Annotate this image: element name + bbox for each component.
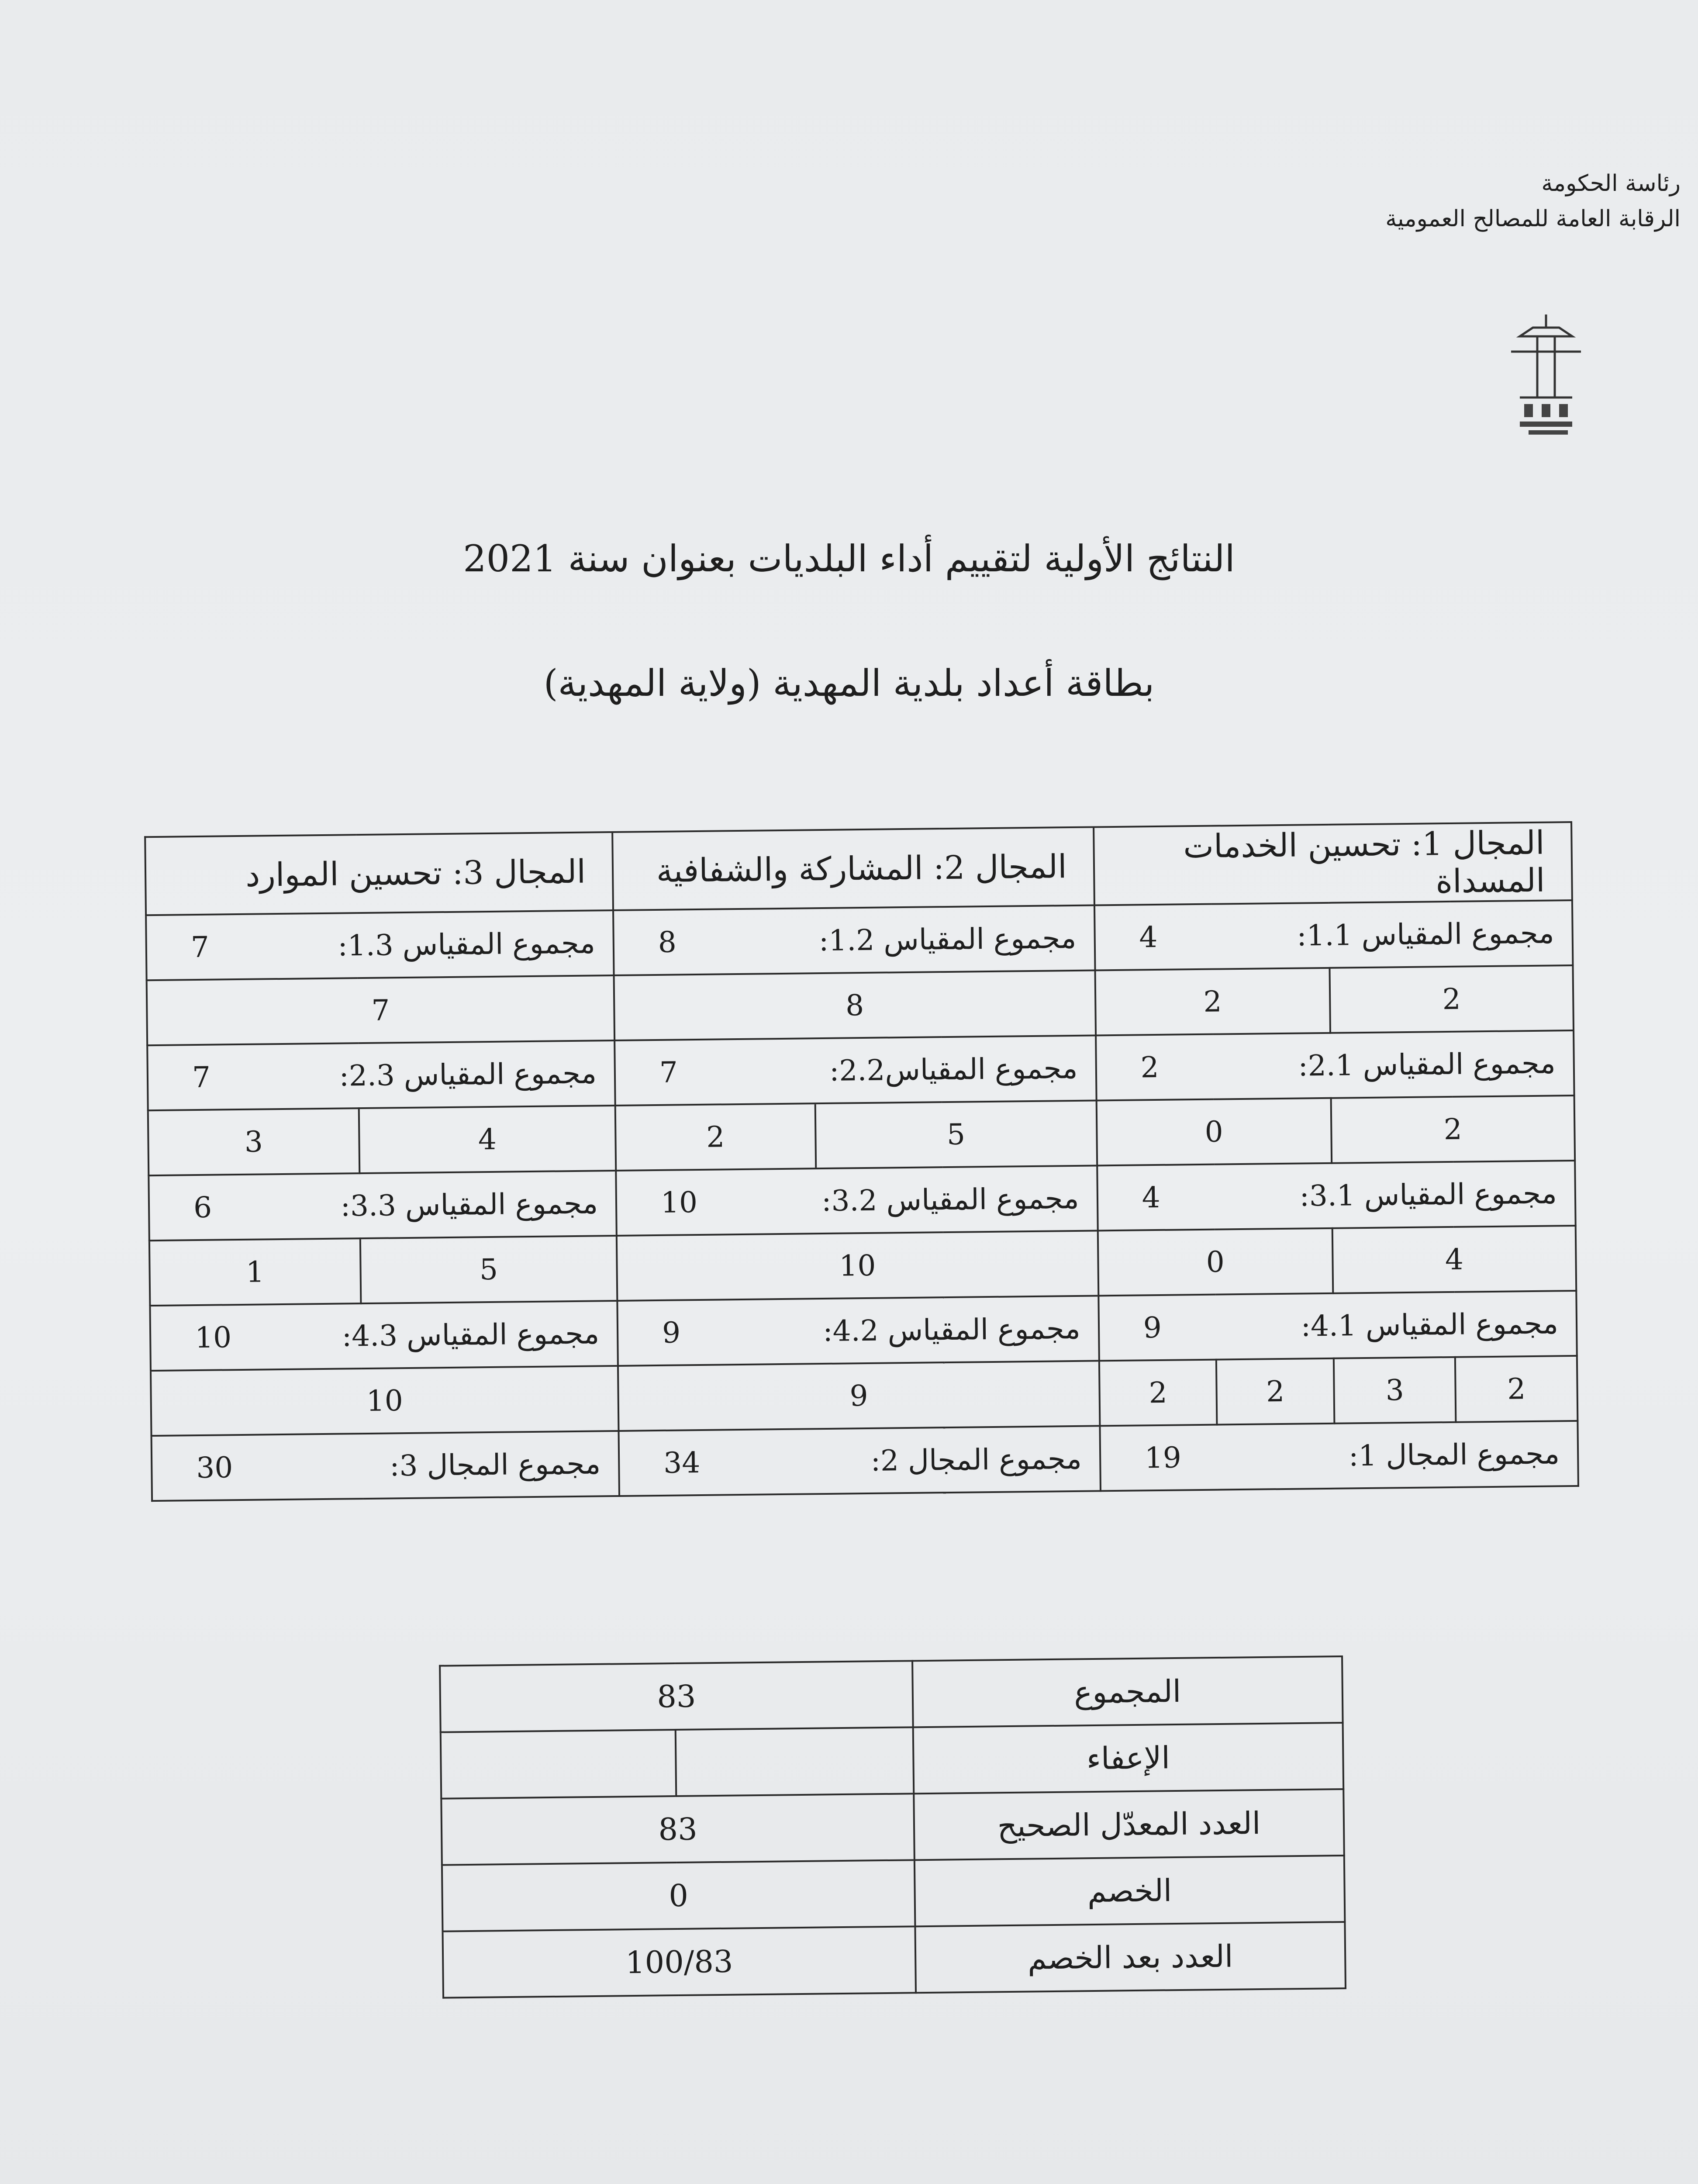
summary-adjusted-row (441, 1789, 1344, 1865)
criterion-3-1-part: 0 (1097, 1228, 1333, 1296)
criterion-1-2-value: 8 (658, 925, 677, 959)
criterion-1-1-part: 2 (1329, 965, 1574, 1033)
summary-deduction-value: 0 (442, 1860, 915, 1931)
domain-1-header: المجال 1: تحسين الخدمات المسداة (1094, 822, 1572, 905)
criterion-3-2-value: 10 (660, 1185, 698, 1220)
criterion-4-2-value: 9 (662, 1316, 681, 1350)
domain-2-header: المجال 2: المشاركة والشفافية (612, 827, 1094, 910)
criterion-2-3-part: 3 (148, 1108, 359, 1175)
summary-final-value: 100/83 (443, 1926, 916, 1997)
domain-2-total-label: مجموع المجال 2: (870, 1441, 1082, 1478)
criterion-4-3-label: مجموع المقياس 4.3: (342, 1317, 600, 1353)
criterion-3-2-part: 10 (617, 1230, 1098, 1301)
criterion-2-2-label: مجموع المقياس2.2: (829, 1051, 1078, 1088)
summary-exemption-empty-cell (441, 1730, 676, 1799)
summary-final-row (443, 1922, 1346, 1998)
summary-table (439, 1655, 1346, 1999)
criterion-4-1-part: 2 (1216, 1358, 1334, 1425)
criterion-2-3-label: مجموع المقياس 2.3: (339, 1056, 597, 1093)
criterion-2-2-part: 5 (814, 1101, 1096, 1168)
summary-deduction-row (442, 1856, 1345, 1932)
criterion-1-1-part: 2 (1095, 968, 1330, 1036)
criterion-4-3-part: 10 (151, 1366, 619, 1436)
domain-3-total-label: مجموع المجال 3: (389, 1447, 601, 1483)
summary-total-value: 83 (440, 1661, 913, 1732)
criterion-2-3-part: 4 (359, 1106, 616, 1173)
criterion-2-1-part: 0 (1096, 1098, 1332, 1166)
domain-2-total-value: 34 (663, 1445, 701, 1480)
criterion-4-2-label: مجموع المقياس 4.2: (822, 1311, 1081, 1348)
criterion-1-2-label: مجموع المقياس 1.2: (818, 921, 1077, 958)
criterion-3-3-part: 1 (149, 1238, 361, 1306)
criterion-3-2-label: مجموع المقياس 3.2: (821, 1181, 1080, 1218)
criterion-3-3-label: مجموع المقياس 3.3: (340, 1186, 598, 1223)
summary-final-label: العدد بعد الخصم (915, 1922, 1346, 1993)
domain-header-row (145, 822, 1572, 915)
criterion-3-3-part: 5 (360, 1236, 618, 1303)
summary-total-row (440, 1656, 1343, 1732)
criterion-4-1-label: مجموع المقياس 4.1: (1301, 1306, 1559, 1343)
criterion-1-3-label: مجموع المقياس 1.3: (338, 926, 596, 963)
page-subtitle: بطاقة أعداد بلدية المهدية (ولاية المهدية) (543, 662, 1155, 705)
criterion-4-1-part: 2 (1099, 1360, 1217, 1426)
domain-1-total-label: مجموع المجال 1: (1348, 1437, 1560, 1473)
criterion-1-3-part: 7 (147, 975, 615, 1045)
criterion-2-3-value: 7 (192, 1060, 211, 1095)
summary-total-label: المجموع (912, 1656, 1343, 1727)
criterion-3-3-value: 6 (193, 1190, 212, 1225)
criterion-1-1-label: مجموع المقياس 1.1: (1296, 916, 1555, 953)
page-title: النتائج الأولية لتقييم أداء البلديات بعنوان سنة 2021 (463, 537, 1235, 580)
criterion-2-2-value: 7 (659, 1055, 678, 1089)
domain-3-header: المجال 3: تحسين الموارد (145, 832, 613, 915)
letterhead-line-2: الرقابة العامة للمصالح العمومية (1385, 205, 1681, 232)
criterion-2-1-label: مجموع المقياس 2.1: (1298, 1046, 1556, 1083)
domain-1-total-value: 19 (1144, 1441, 1182, 1475)
domain-3-total-value: 30 (196, 1451, 233, 1485)
criterion-4-1-part: 2 (1455, 1356, 1577, 1422)
summary-exemption-label: الإعفاء (913, 1723, 1344, 1794)
summary-exemption-row (441, 1723, 1343, 1799)
criterion-2-2-part: 2 (706, 1120, 725, 1154)
letterhead (1287, 166, 1681, 236)
criterion-4-3-value: 10 (194, 1320, 232, 1355)
criterion-2-1-part: 2 (1331, 1095, 1575, 1163)
summary-adjusted-value: 83 (441, 1794, 915, 1865)
criterion-2-1-value: 2 (1140, 1050, 1159, 1085)
criterion-1-1-value: 4 (1139, 920, 1158, 954)
institution-logo (1494, 310, 1598, 441)
criterion-2-2-parts (615, 1100, 1097, 1171)
criterion-1-3-value: 7 (190, 930, 210, 964)
criterion-1-2-part: 8 (614, 970, 1096, 1040)
summary-exemption-value (676, 1727, 914, 1796)
criterion-3-1-part: 4 (1332, 1226, 1577, 1293)
criterion-3-1-label: مجموع المقياس 3.1: (1299, 1176, 1557, 1213)
criterion-4-1-value: 9 (1143, 1310, 1162, 1345)
criterion-4-1-part: 3 (1334, 1357, 1456, 1424)
summary-deduction-label: الخصم (915, 1856, 1345, 1926)
letterhead-line-1: رئاسة الحكومة (1541, 170, 1681, 197)
criterion-3-1-value: 4 (1142, 1180, 1160, 1215)
criterion-4-2-part: 9 (618, 1361, 1100, 1431)
scores-table (144, 821, 1579, 1502)
summary-adjusted-label: العدد المعدّل الصحيح (914, 1789, 1344, 1860)
